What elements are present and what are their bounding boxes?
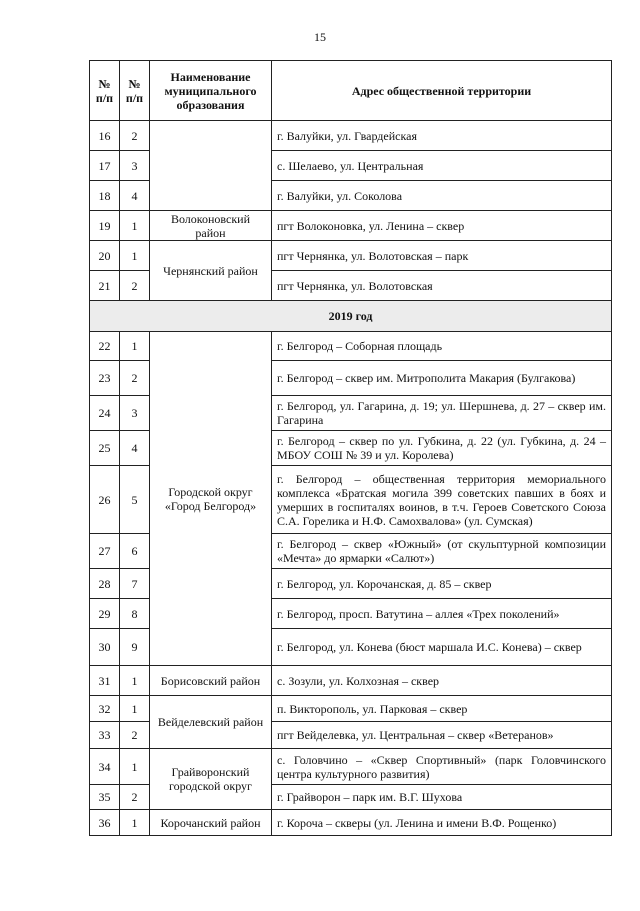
address-cell: пгт Чернянка, ул. Волотовская [272,271,612,301]
row-number: 24 [90,396,120,431]
municipality-cell-empty [150,121,272,211]
row-number: 34 [90,749,120,785]
address-cell: г. Короча – скверы (ул. Ленина и имени В.Ф. Рощенко) [272,810,612,836]
row-number: 28 [90,569,120,599]
row-sub-number: 4 [120,181,150,211]
row-number: 22 [90,332,120,361]
address-cell: с. Головчино – «Сквер Спортивный» (парк Головчинского центра культурного развития) [272,749,612,785]
page-number: 15 [314,30,326,44]
address-cell: пгт Волоконовка, ул. Ленина – сквер [272,211,612,241]
address-cell: с. Шелаево, ул. Центральная [272,151,612,181]
row-sub-number: 1 [120,696,150,722]
row-number: 36 [90,810,120,836]
row-number: 18 [90,181,120,211]
row-sub-number: 2 [120,271,150,301]
row-sub-number: 2 [120,722,150,749]
address-cell: п. Викторополь, ул. Парковая – сквер [272,696,612,722]
address-cell: г. Валуйки, ул. Соколова [272,181,612,211]
address-cell: пгт Чернянка, ул. Волотовская – парк [272,241,612,271]
municipality-cell: Волоконовский район [150,211,272,241]
public-territories-table [89,60,612,836]
year-heading: 2019 год [90,301,612,332]
table-row [90,749,612,785]
row-number: 25 [90,431,120,466]
row-sub-number: 1 [120,241,150,271]
municipality-cell: Городской округ «Город Белгород» [150,332,272,666]
row-number: 33 [90,722,120,749]
address-cell: г. Белгород – Соборная площадь [272,332,612,361]
address-cell: г. Белгород, ул. Конева (бюст маршала И.С. Конева) – сквер [272,629,612,666]
address-cell: г. Белгород, ул. Корочанская, д. 85 – сквер [272,569,612,599]
year-section-row [90,301,612,332]
row-sub-number: 2 [120,361,150,396]
row-sub-number: 5 [120,466,150,534]
address-cell: г. Белгород – общественная территория мемориального комплекса «Братская могила 399 советских павших в боях и умерших в госпиталях воинов, в т.ч. Героев Советского Союза С.А. Горелика и Н.Ф. Самохвалова» (ул. Сумская) [272,466,612,534]
table-row [90,241,612,271]
address-cell: г. Белгород – сквер им. Митрополита Макария (Булгакова) [272,361,612,396]
row-sub-number: 2 [120,785,150,810]
row-number: 19 [90,211,120,241]
table-row [90,696,612,722]
row-sub-number: 1 [120,749,150,785]
row-number: 16 [90,121,120,151]
row-sub-number: 1 [120,211,150,241]
header-municipality: Наименование муниципального образования [150,61,272,121]
address-cell: г. Белгород – сквер по ул. Губкина, д. 22 (ул. Губкина, д. 24 – МБОУ СОШ № 39 и ул. Королева) [272,431,612,466]
table-row [90,332,612,361]
table-row [90,666,612,696]
table-header-row [90,61,612,121]
table-row [90,121,612,151]
row-sub-number: 4 [120,431,150,466]
row-number: 31 [90,666,120,696]
municipality-cell: Корочанский район [150,810,272,836]
header-sub-num: № п/п [120,61,150,121]
municipality-cell: Вейделевский район [150,696,272,749]
row-sub-number: 6 [120,534,150,569]
row-number: 17 [90,151,120,181]
address-cell: г. Валуйки, ул. Гвардейская [272,121,612,151]
row-sub-number: 3 [120,396,150,431]
address-cell: с. Зозули, ул. Колхозная – сквер [272,666,612,696]
row-sub-number: 1 [120,332,150,361]
address-cell: г. Белгород, ул. Гагарина, д. 19; ул. Шершнева, д. 27 – сквер им. Гагарина [272,396,612,431]
address-cell: пгт Вейделевка, ул. Центральная – сквер «Ветеранов» [272,722,612,749]
row-number: 27 [90,534,120,569]
municipality-cell: Чернянский район [150,241,272,301]
address-cell: г. Белгород, просп. Ватутина – аллея «Трех поколений» [272,599,612,629]
address-cell: г. Белгород – сквер «Южный» (от скульптурной композиции «Мечта» до ярмарки «Салют») [272,534,612,569]
row-number: 23 [90,361,120,396]
table-row [90,810,612,836]
header-num: № п/п [90,61,120,121]
row-number: 32 [90,696,120,722]
row-sub-number: 2 [120,121,150,151]
row-number: 26 [90,466,120,534]
row-sub-number: 1 [120,810,150,836]
row-sub-number: 9 [120,629,150,666]
header-address: Адрес общественной территории [272,61,612,121]
table-row [90,211,612,241]
row-sub-number: 1 [120,666,150,696]
municipality-cell: Борисовский район [150,666,272,696]
row-sub-number: 3 [120,151,150,181]
municipality-cell: Грайворонский городской округ [150,749,272,810]
row-number: 30 [90,629,120,666]
row-number: 20 [90,241,120,271]
row-number: 21 [90,271,120,301]
row-sub-number: 8 [120,599,150,629]
row-number: 29 [90,599,120,629]
row-sub-number: 7 [120,569,150,599]
row-number: 35 [90,785,120,810]
address-cell: г. Грайворон – парк им. В.Г. Шухова [272,785,612,810]
